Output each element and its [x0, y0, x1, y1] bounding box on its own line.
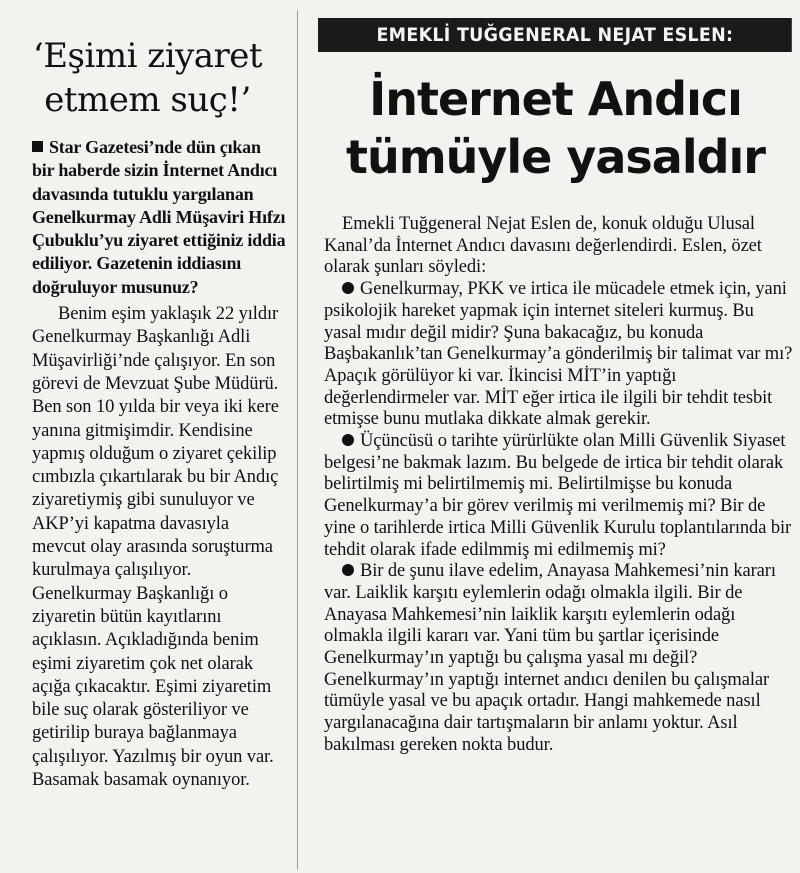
interview-answer-text: Benim eşim yaklaşık 22 yıldır Genelkurmay Başkanlığı Adli Müşavirliği’nde çalışıyor. En son görevi de Mevzuat Şube Müdürü. Ben son 10 yılda bir veya iki kere yanına gitmişimdir. Kendisine yapmış olduğum o ziyaret çekilip cımbızla çıkartılarak bu bir Andıç ziyaretiymiş gibi sunuluyor ve AKP’yi kapatma davasıyla mevcut olay arasında soruşturma kurulmaya çalışılıyor. Genelkurmay Başkanlığı o ziyaretin bütün kayıtlarını açıklasın. Açıkladığında benim eşimi ziyaretim çok net olarak açığa çıkacaktır. Eşimi ziyaretim bile suç olarak gösteriliyor ve getirilip buraya bağlanmaya çalışılıyor. Yazılmış bir oyun var. Basamak basamak oynanıyor.: [32, 304, 279, 791]
article-headline-line1: İnternet Andıcı: [369, 72, 742, 126]
article-body: [324, 214, 793, 757]
interview-headline: [8, 34, 287, 122]
interview-answer: [32, 303, 287, 792]
square-bullet-icon: [32, 141, 43, 152]
interview-headline-line1: ‘Eşimi ziyaret: [32, 36, 263, 76]
article-paragraph-text: Üçüncüsü o tarihte yürürlükte olan Milli Güvenlik Siyaset belgesi’ne bakmak lazım. Bu belgede de irtica bir tehdit olarak belirtilmiş mi belirtilmemiş mi. Belirtilmişse bu konuda Genelkurmay’a bir görev verilmiş mi verilmemiş mi? Bir de yine o tarihlerde irtica Milli Güvenlik Kurulu toplantılarında bir tehdit olarak ifade edilmmiş mi edilmemiş mi?: [324, 431, 792, 560]
bullet-icon: [342, 282, 354, 294]
bullet-icon: [342, 434, 354, 446]
article-paragraph: [324, 561, 793, 756]
interview-question-text: Star Gazetesi’nde dün çıkan bir haberde sizin İnternet Andıcı davasında tutuklu yargılanan Genelkurmay Adli Müşaviri Hıfzı Çubuklu’yu ziyaret ettiğiniz iddia ediliyor. Gazetenin iddiasını doğruluyor musunuz?: [32, 137, 286, 297]
interview-column: [8, 10, 298, 870]
article-headline-line2: tümüyle yasaldır: [346, 130, 765, 184]
article-kicker: EMEKLİ TUĞGENERAL NEJAT ESLEN:: [318, 18, 792, 52]
article-paragraph-text: Genelkurmay, PKK ve irtica ile mücadele etmek için, yani psikolojik hareket yapmak için internet siteleri kurmuş. Bu yasal mıdır değil midir? Şuna bakacağız, bu konuda Başbakanlık’tan Genelkurmay’a gönderilmiş bir talimat var mı? Apaçık görülüyor ki var. İkincisi MİT’in yaptığı değerlendirmeler var. MİT eğer irtica ile ilgili bir tehdit tesbit etmişse bunu mutlaka dikkate almak gerekir.: [324, 279, 793, 430]
article-paragraph: [324, 279, 793, 431]
main-article: [318, 18, 793, 868]
interview-question: [32, 136, 287, 299]
article-paragraph-text: Bir de şunu ilave edelim, Anayasa Mahkemesi’nin kararı var. Laiklik karşıtı eylemlerin odağı olmakla ilgili. Bir de Anayasa Mahkemesi’nin laiklik karşıtı eylemlerin odağı olmakla ilgili kararı var. Yani tüm bu şartlar içerisinde Genelkurmay’ın yaptığı bu çalışma yasal mı değil? Genelkurmay’ın yaptığı internet andıcı denilen bu çalışmalar tümüyle yasal ve bu apaçık ortadır. Hangi mahkemede nasıl yargılanacağına dair tartışmaların bir anlamı yoktur. Asıl bakılması gereken nokta budur.: [324, 561, 776, 755]
article-intro: Emekli Tuğgeneral Nejat Eslen de, konuk olduğu Ulusal Kanal’da İnternet Andıcı davasını değerlendirdi. Eslen, özet olarak şunları söyledi:: [324, 214, 762, 278]
interview-headline-line2: etmem suç!’: [44, 80, 251, 120]
article-paragraph: [324, 431, 793, 561]
article-headline: [318, 70, 793, 186]
bullet-icon: [342, 564, 354, 576]
